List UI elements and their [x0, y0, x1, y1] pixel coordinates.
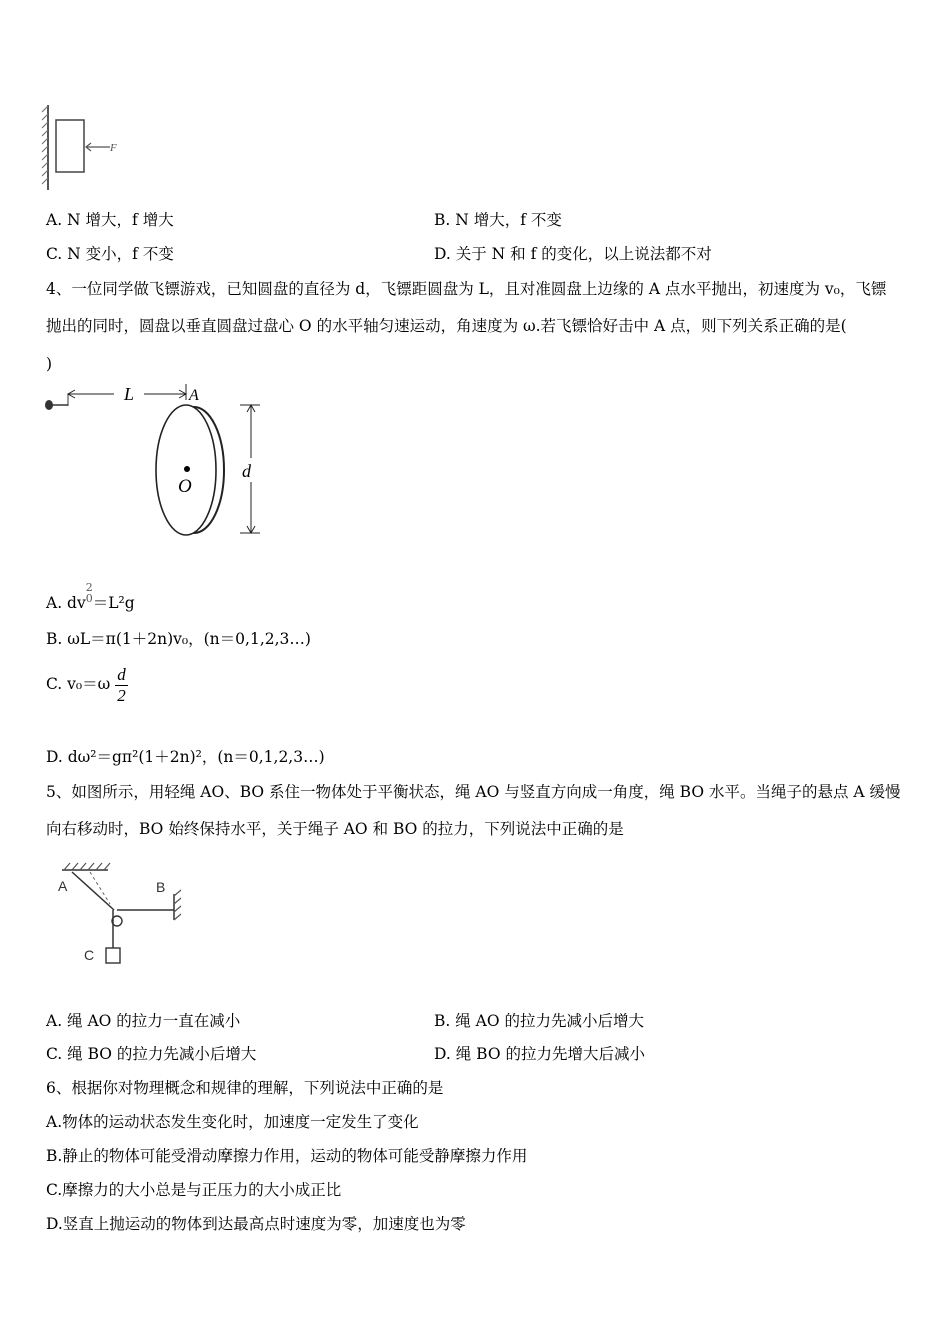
q4-stem-line2: 抛出的同时，圆盘以垂直圆盘过盘心 O 的水平轴匀速运动，角速度为 ω.若飞镖恰好击中 A 点，则下列关系正确的是( [46, 317, 847, 335]
q4-figure [42, 380, 272, 545]
q3-figure [40, 100, 140, 195]
q4-option-c-den: 2 [117, 685, 126, 705]
q4-stem-line3: ) [46, 355, 53, 373]
q4-option-a-prefix: A. dv [46, 594, 86, 612]
q3-force-label: F [110, 142, 117, 154]
q6-option-b[interactable]: B.静止的物体可能受滑动摩擦力作用，运动的物体可能受静摩擦力作用 [46, 1147, 528, 1165]
q4-option-a-sup-bottom: 0 [85, 592, 93, 605]
q4-option-c-num: d [117, 664, 126, 684]
q4-label-l: L [124, 384, 135, 404]
q4-option-c-fraction [115, 665, 128, 706]
q6-option-a[interactable]: A.物体的运动状态发生变化时，加速度一定发生了变化 [46, 1113, 419, 1131]
q5-option-a[interactable]: A. 绳 AO 的拉力一直在减小 [46, 1012, 241, 1030]
q4-label-d: d [242, 461, 251, 481]
q4-option-a-suffix: ＝L²g [92, 594, 135, 612]
q5-label-b: B [156, 879, 166, 895]
q3-option-d[interactable]: D. 关于 N 和 f 的变化，以上说法都不对 [434, 245, 712, 263]
q4-label-a: A [189, 387, 199, 404]
q5-option-b[interactable]: B. 绳 AO 的拉力先减小后增大 [434, 1012, 645, 1030]
q4-option-b[interactable]: B. ωL＝π(1＋2n)v₀，(n＝0,1,2,3…) [46, 630, 311, 648]
q6-option-d[interactable]: D.竖直上抛运动的物体到达最高点时速度为零，加速度也为零 [46, 1215, 466, 1233]
q3-option-c[interactable]: C. N 变小，f 不变 [46, 245, 174, 263]
q4-stem-line1: 4、一位同学做飞镖游戏，已知圆盘的直径为 d，飞镖距圆盘为 L，且对准圆盘上边缘的 A 点水平抛出，初速度为 v₀，飞镖 [46, 280, 887, 298]
q5-label-a: A [58, 878, 68, 894]
q4-option-a-sup [86, 582, 93, 604]
q5-stem-line1: 5、如图所示，用轻绳 AO、BO 系住一物体处于平衡状态，绳 AO 与竖直方向成一角度，绳 BO 水平。当绳子的悬点 A 缓慢 [46, 783, 901, 801]
q4-option-d[interactable]: D. dω²＝gπ²(1＋2n)²，(n＝0,1,2,3…) [46, 748, 325, 766]
q5-option-d[interactable]: D. 绳 BO 的拉力先增大后减小 [434, 1045, 645, 1063]
q5-option-c[interactable]: C. 绳 BO 的拉力先减小后增大 [46, 1045, 257, 1063]
q3-option-b[interactable]: B. N 增大，f 不变 [434, 211, 562, 229]
q4-option-c-prefix: C. v₀＝ω [46, 675, 111, 693]
q4-option-c[interactable] [46, 664, 128, 706]
q5-figure [50, 860, 190, 970]
q5-label-c: C [84, 947, 95, 963]
q3-option-a[interactable]: A. N 增大，f 增大 [46, 211, 174, 229]
q6-stem: 6、根据你对物理概念和规律的理解，下列说法中正确的是 [46, 1079, 444, 1097]
q6-option-c[interactable]: C.摩擦力的大小总是与正压力的大小成正比 [46, 1181, 342, 1199]
q5-stem-line2: 向右移动时，BO 始终保持水平，关于绳子 AO 和 BO 的拉力，下列说法中正确的是 [46, 820, 624, 838]
q4-option-a[interactable] [46, 582, 135, 613]
q4-label-o: O [178, 476, 192, 497]
q4-option-a-sup-top: 2 [85, 581, 93, 594]
